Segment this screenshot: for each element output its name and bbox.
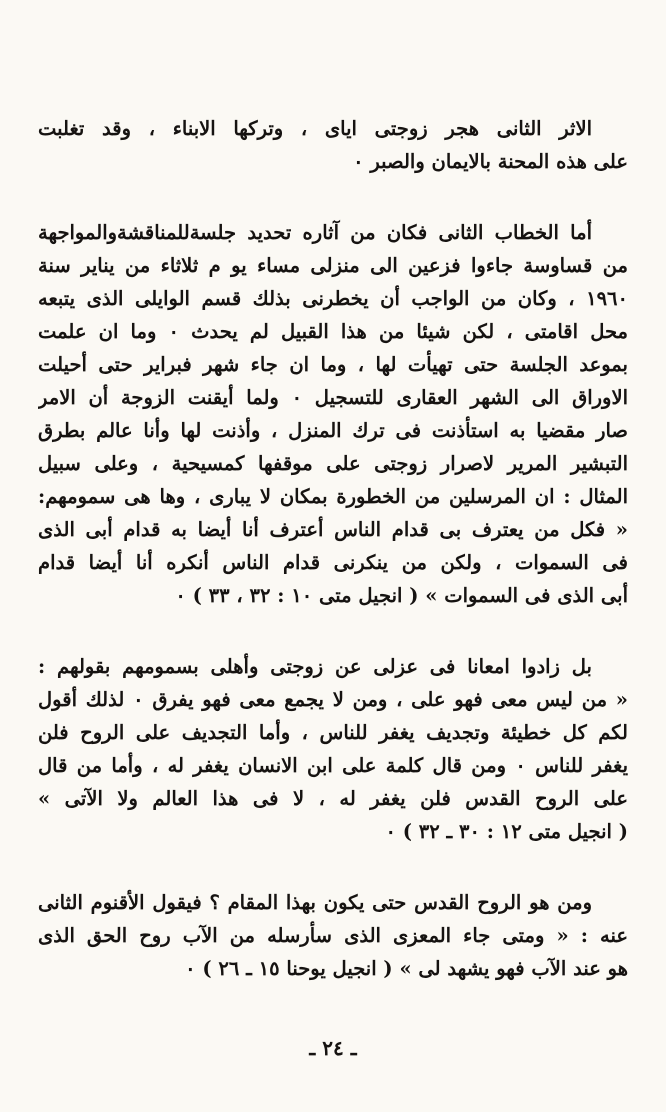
- text-line: بموعد الجلسة حتى تهيأت لها ، وما ان جاء شهر فبراير حتى أحيلت: [38, 353, 628, 376]
- text-line: « من ليس معى فهو على ، ومن لا يجمع معى فهو يفرق ٠ لذلك أقول: [38, 688, 628, 711]
- paragraph-1: [38, 112, 628, 178]
- text-line: أما الخطاب الثانى فكان من آثاره تحديد جلسةللمناقشةوالمواجهة: [38, 221, 592, 244]
- text-line: بل زادوا امعانا فى عزلى عن زوجتى وأهلى بسمومهم بقولهم :: [38, 655, 592, 678]
- text-line: « فكل من يعترف بى قدام الناس أعترف أنا أيضا به قدام أبى الذى: [38, 518, 628, 541]
- text-line: لكم كل خطيئة وتجديف يغفر للناس ، وأما التجديف على الروح فلن: [38, 721, 628, 744]
- text-line: على هذه المحنة بالايمان والصبر ٠: [353, 150, 628, 173]
- paragraph-3: [38, 650, 628, 848]
- text-line: التبشير المرير لاصرار زوجتى على موقفها كمسيحية ، وعلى سبيل: [38, 452, 628, 475]
- text-line: عنه : « ومتى جاء المعزى الذى سأرسله من الآب روح الحق الذى: [38, 924, 628, 947]
- text-line: من قساوسة جاءوا فزعين الى منزلى مساء يو م ثلاثاء من يناير سنة: [38, 254, 628, 277]
- paragraph-2: [38, 216, 628, 612]
- page-body: [38, 112, 628, 1072]
- text-line: ١٩٦٠ ، وكان من الواجب أن يخطرنى بذلك قسم الوايلى الذى يتبعه: [38, 287, 628, 310]
- text-line: أبى الذى فى السموات » ( انجيل متى ١٠ : ٣٢ ، ٣٣ ) ٠: [175, 584, 628, 607]
- text-line: الاوراق الى الشهر العقارى للتسجيل ٠ ولما أيقنت الزوجة أن الامر: [38, 386, 628, 409]
- text-line: محل اقامتى ، لكن شيئا من هذا القبيل لم يحدث ٠ وما ان علمت: [38, 320, 628, 343]
- text-line: هو عند الآب فهو يشهد لى » ( انجيل يوحنا ١٥ ـ ٢٦ ) ٠: [185, 957, 628, 980]
- text-line: الاثر الثانى هجر زوجتى اياى ، وتركها الابناء ، وقد تغلبت: [38, 117, 592, 140]
- text-line: يغفر للناس ٠ ومن قال كلمة على ابن الانسان يغفر له ، وأما من قال: [38, 754, 628, 777]
- page-number: ـ ٢٤ ـ: [309, 1036, 357, 1060]
- text-line: ومن هو الروح القدس حتى يكون بهذا المقام ؟ فيقول الأقنوم الثانى: [38, 891, 592, 914]
- text-line: صار مقضيا به استأذنت فى ترك المنزل ، وأذنت لها وأنا عالم بطرق: [38, 419, 628, 442]
- text-line: المثال : ان المرسلين من الخطورة بمكان لا يبارى ، وها هى سمومهم:: [38, 485, 628, 508]
- text-line: ( انجيل متى ١٢ : ٣٠ ـ ٣٢ ) ٠: [385, 820, 628, 843]
- text-line: على الروح القدس فلن يغفر له ، لا فى هذا العالم ولا الآتى »: [38, 787, 628, 810]
- paragraph-4: [38, 886, 628, 985]
- text-line: فى السموات ، ولكن من ينكرنى قدام الناس أنكره أنا أيضا قدام: [38, 551, 628, 574]
